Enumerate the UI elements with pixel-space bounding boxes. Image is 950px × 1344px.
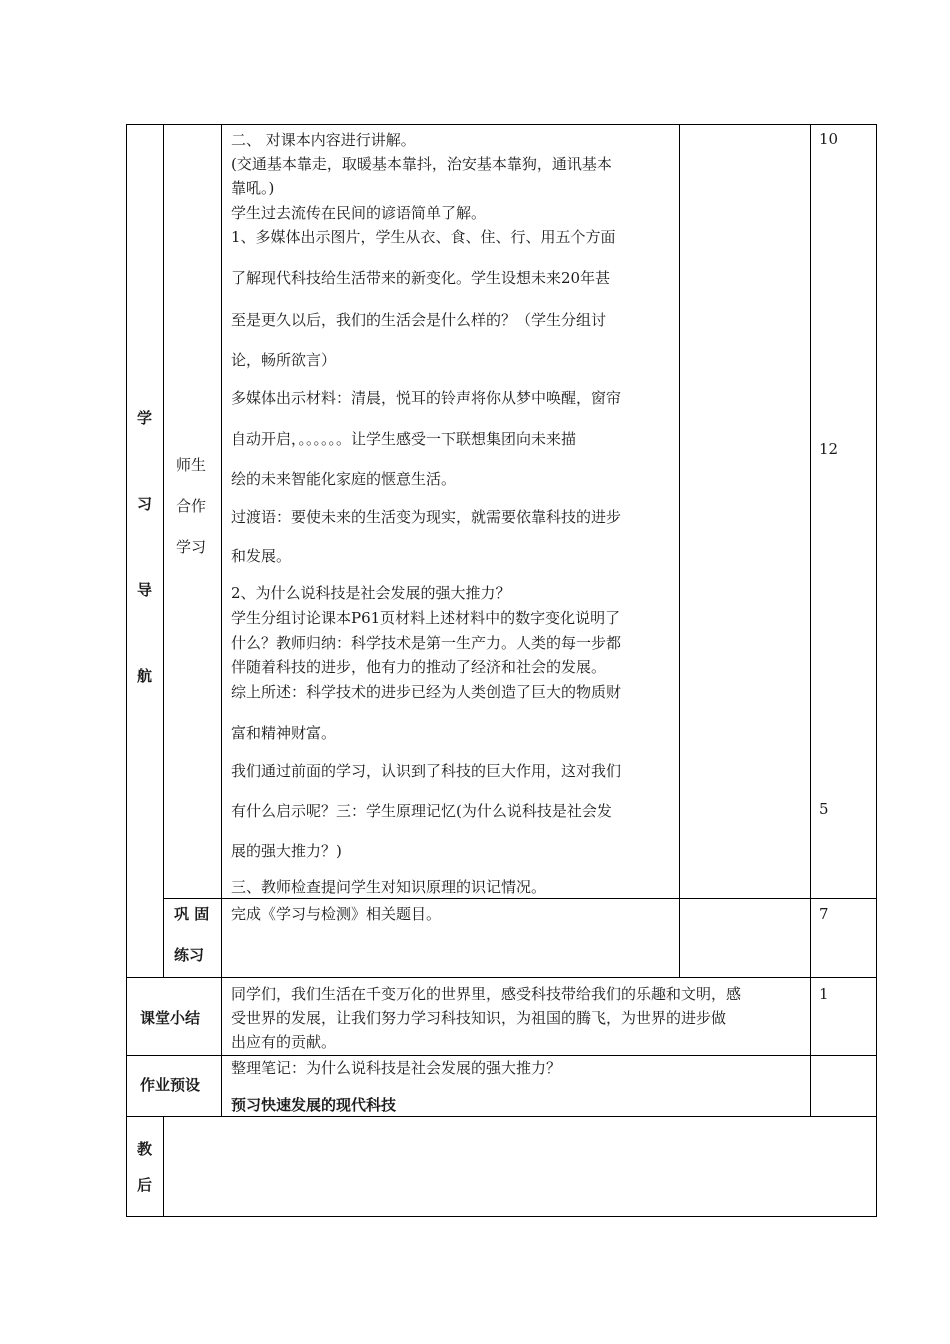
- content-line: 三、教师检查提问学生对知识原理的识记情况。: [231, 878, 547, 896]
- consolidate-content: 完成《学习与检测》相关题目。: [231, 905, 442, 923]
- section-label-char-3: 导: [137, 581, 153, 599]
- table-bottom-border: [126, 1216, 877, 1217]
- content-line: 学生分组讨论课本P61页材料上述材料中的数字变化说明了: [231, 609, 621, 627]
- method-label-line-3: 学习: [176, 538, 207, 556]
- row-divider-consolidate: [163, 898, 877, 899]
- homework-line-1: 整理笔记：为什么说科技是社会发展的强大推力？: [231, 1059, 562, 1077]
- content-line: 1、多媒体出示图片，学生从衣、食、住、行、用五个方面: [231, 228, 616, 246]
- table-top-border: [126, 124, 877, 125]
- content-line: 绘的未来智能化家庭的惬意生活。: [231, 470, 457, 488]
- reflection-label-char-1: 教: [137, 1140, 153, 1158]
- time-value: 12: [819, 440, 839, 458]
- col-divider-1: [163, 124, 164, 977]
- col-divider-1b: [163, 1116, 164, 1216]
- content-line: 多媒体出示材料：清晨，悦耳的铃声将你从梦中唤醒，窗帘: [231, 389, 622, 407]
- content-line: 靠吼。): [231, 179, 275, 197]
- content-line: 论，畅所欲言）: [231, 351, 337, 369]
- content-line: 学生过去流传在民间的谚语简单了解。: [231, 204, 487, 222]
- content-line: 2、为什么说科技是社会发展的强大推力？: [231, 584, 511, 602]
- summary-line: 出应有的贡献。: [231, 1033, 337, 1051]
- content-line: 了解现代科技给生活带来的新变化。学生设想未来20年甚: [231, 269, 611, 287]
- content-line: (交通基本靠走，取暖基本靠抖，治安基本靠狗，通讯基本: [231, 155, 612, 173]
- content-line: 至是更久以后，我们的生活会是什么样的？（学生分组讨: [231, 311, 607, 329]
- method-label-line-1: 师生: [176, 456, 207, 474]
- method-label-line-2: 合作: [176, 497, 207, 515]
- summary-label: 课堂小结: [140, 1009, 201, 1027]
- content-line: 我们通过前面的学习，认识到了科技的巨大作用，这对我们: [231, 762, 622, 780]
- content-line: 展的强大推力？): [231, 842, 342, 860]
- content-line: 自动开启，。。。。。。让学生感受一下联想集团向未来描: [231, 430, 577, 448]
- content-line: 二、 对课本内容进行讲解。: [231, 131, 416, 149]
- content-line: 富和精神财富。: [231, 724, 337, 742]
- reflection-label-char-2: 后: [137, 1176, 153, 1194]
- row-divider-homework: [126, 1055, 877, 1056]
- section-label-char-4: 航: [137, 667, 153, 685]
- consolidate-label-line-2: 练习: [174, 946, 205, 964]
- summary-line: 受世界的发展，让我们努力学习科技知识，为祖国的腾飞，为世界的进步做: [231, 1009, 727, 1027]
- col-divider-4: [810, 124, 811, 1116]
- content-line: 和发展。: [231, 547, 292, 565]
- summary-line: 同学们，我们生活在千变万化的世界里，感受科技带给我们的乐趣和文明，感: [231, 985, 742, 1003]
- content-line: 什么？教师归纳：科学技术是第一生产力。人类的每一步都: [231, 634, 622, 652]
- content-line: 综上所述：科学技术的进步已经为人类创造了巨大的物质财: [231, 683, 622, 701]
- col-divider-2: [221, 124, 222, 1116]
- row-divider-summary: [126, 977, 877, 978]
- table-right-border: [876, 124, 877, 1217]
- section-label-char-2: 习: [137, 495, 153, 513]
- content-line: 过渡语：要使未来的生活变为现实，就需要依靠科技的进步: [231, 508, 622, 526]
- homework-line-2: 预习快速发展的现代科技: [231, 1096, 397, 1114]
- homework-label: 作业预设: [140, 1076, 201, 1094]
- content-line: 伴随着科技的进步，他有力的推动了经济和社会的发展。: [231, 658, 607, 676]
- consolidate-label-line-1: 巩 固: [174, 905, 210, 923]
- content-line: 有什么启示呢？三：学生原理记忆(为什么说科技是社会发: [231, 802, 612, 820]
- time-value: 7: [819, 905, 829, 923]
- time-value: 1: [819, 985, 829, 1003]
- time-value: 5: [819, 800, 829, 818]
- row-divider-reflection: [126, 1116, 877, 1117]
- col-divider-3: [679, 124, 680, 977]
- section-label-char-1: 学: [137, 409, 153, 427]
- table-left-border: [126, 124, 127, 1217]
- time-value: 10: [819, 130, 839, 148]
